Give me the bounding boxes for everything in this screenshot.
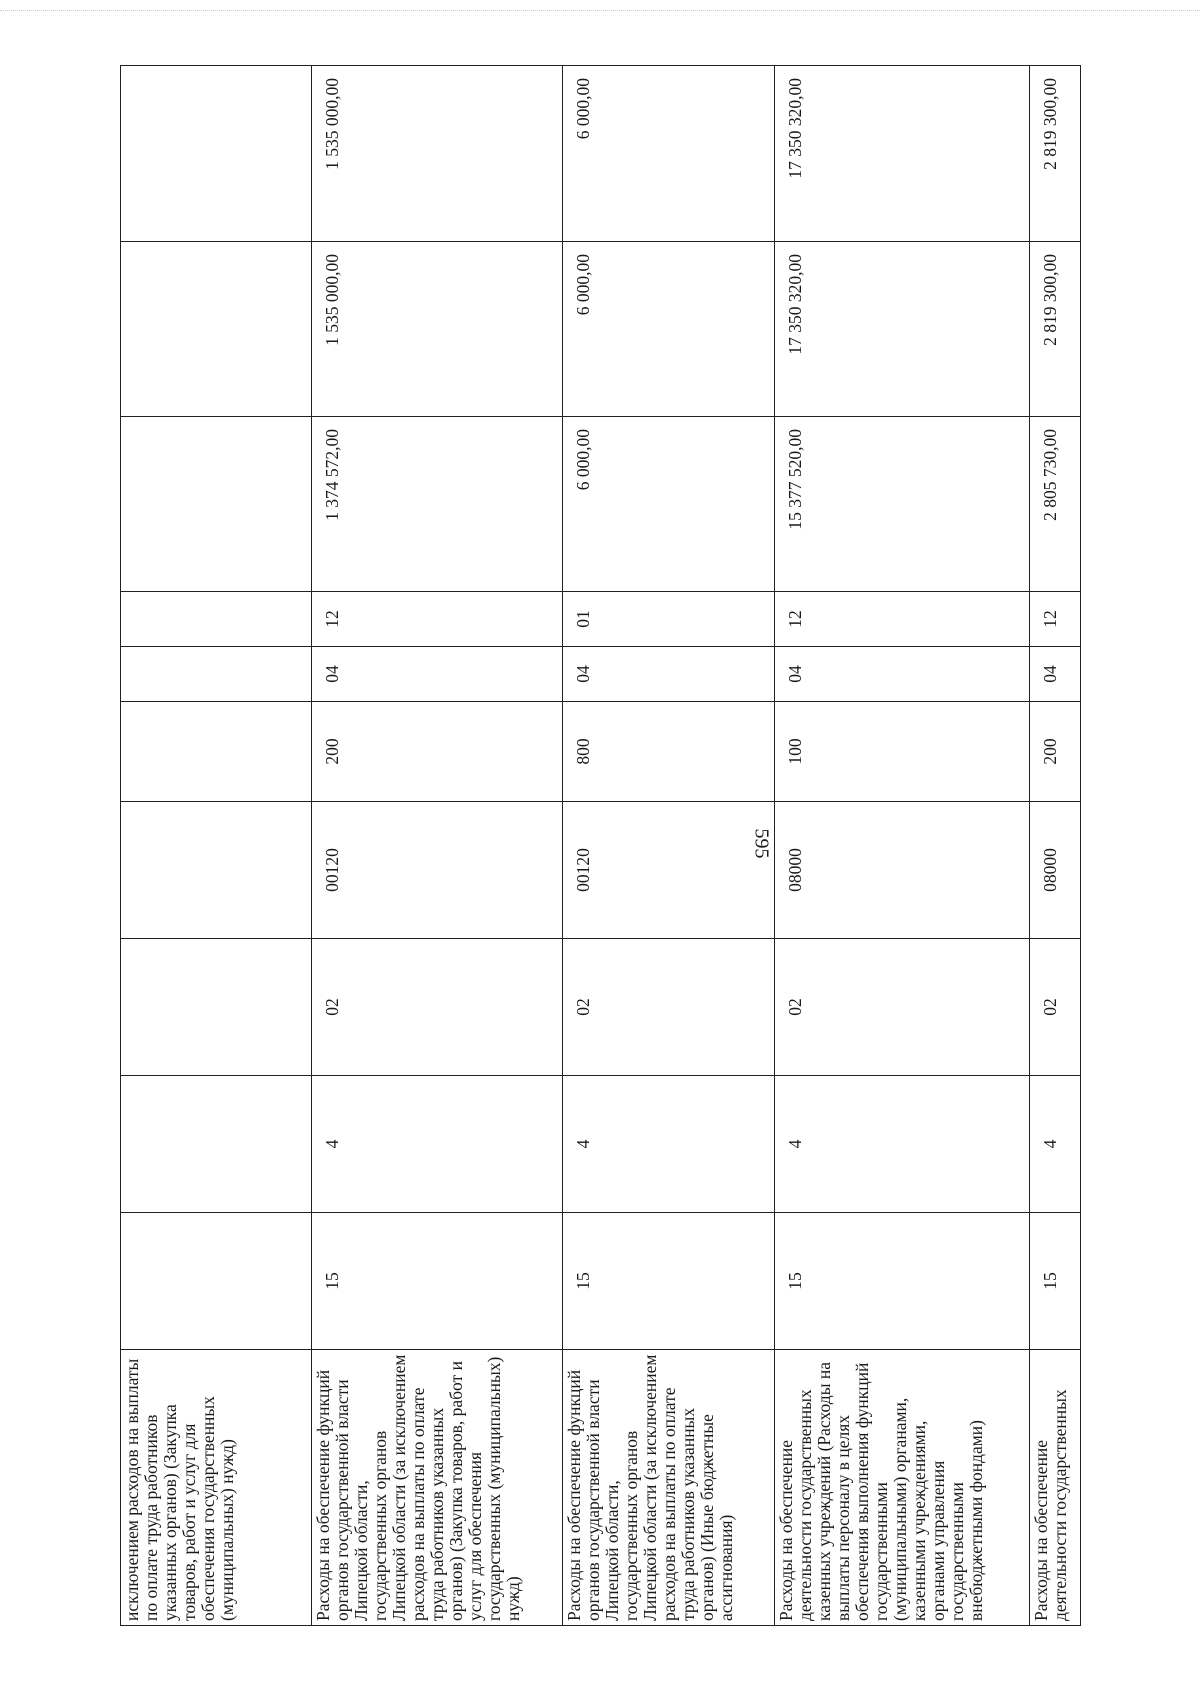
table-row	[775, 66, 1030, 1626]
code-cell: 100	[775, 702, 1030, 802]
table-row	[312, 66, 563, 1626]
code-cell	[121, 939, 312, 1076]
code-cell: 04	[1030, 647, 1081, 702]
row-description: Расходы на обеспечение деятельности государственных	[1030, 1350, 1081, 1626]
amount-cell: 1 535 000,00	[312, 242, 563, 417]
code-cell: 12	[312, 592, 563, 647]
amount-cell: 2 819 300,00	[1030, 242, 1081, 417]
code-cell: 00120	[563, 802, 775, 939]
amount-cell: 6 000,00	[563, 417, 775, 592]
amount-cell	[121, 417, 312, 592]
row-description: исключением расходов на выплаты по оплате труда работников указанных органов) (Закупка товаров, работ и услуг для обеспечения государственных (муниципальных) нужд)	[121, 1350, 312, 1626]
code-cell: 4	[312, 1076, 563, 1213]
code-cell: 15	[563, 1213, 775, 1350]
amount-cell: 6 000,00	[563, 242, 775, 417]
scan-edge	[0, 10, 1200, 11]
code-cell: 15	[775, 1213, 1030, 1350]
table-row	[563, 66, 775, 1626]
amount-cell: 17 350 320,00	[775, 66, 1030, 242]
page-number: 595	[750, 828, 773, 859]
amount-cell: 1 374 572,00	[312, 417, 563, 592]
code-cell: 200	[1030, 702, 1081, 802]
code-cell: 04	[775, 647, 1030, 702]
amount-cell: 6 000,00	[563, 66, 775, 242]
code-cell: 12	[1030, 592, 1081, 647]
table-row	[121, 66, 312, 1626]
code-cell	[121, 1213, 312, 1350]
code-cell	[121, 702, 312, 802]
code-cell: 01	[563, 592, 775, 647]
code-cell: 4	[563, 1076, 775, 1213]
row-description: Расходы на обеспечение функций органов государственной власти Липецкой области, государственных органов Липецкой области (за исключением расходов на выплаты по оплате труда работников указанных органов) (Иные бюджетные ассигнования)	[563, 1350, 775, 1626]
amount-cell	[121, 242, 312, 417]
amount-cell: 2 819 300,00	[1030, 66, 1081, 242]
table-row	[1030, 66, 1081, 1626]
row-description: Расходы на обеспечение деятельности государственных казенных учреждений (Расходы на выплаты персоналу в целях обеспечения выполнения функций государственными (муниципальными) органами, казенными учреждениями, органами управления государственными внебюджетными фондами)	[775, 1350, 1030, 1626]
code-cell	[121, 647, 312, 702]
amount-cell: 15 377 520,00	[775, 417, 1030, 592]
amount-cell	[121, 66, 312, 242]
code-cell	[121, 592, 312, 647]
code-cell: 800	[563, 702, 775, 802]
amount-cell: 1 535 000,00	[312, 66, 563, 242]
amount-cell: 17 350 320,00	[775, 242, 1030, 417]
code-cell: 15	[312, 1213, 563, 1350]
code-cell: 08000	[775, 802, 1030, 939]
rotated-table-container	[120, 66, 1080, 1626]
code-cell: 200	[312, 702, 563, 802]
amount-cell: 2 805 730,00	[1030, 417, 1081, 592]
code-cell	[121, 1076, 312, 1213]
code-cell: 04	[563, 647, 775, 702]
code-cell: 02	[563, 939, 775, 1076]
code-cell: 12	[775, 592, 1030, 647]
code-cell: 02	[1030, 939, 1081, 1076]
code-cell: 15	[1030, 1213, 1081, 1350]
code-cell: 00120	[312, 802, 563, 939]
code-cell: 02	[312, 939, 563, 1076]
code-cell: 08000	[1030, 802, 1081, 939]
code-cell	[121, 802, 312, 939]
budget-table	[120, 65, 1081, 1626]
code-cell: 4	[775, 1076, 1030, 1213]
row-description: Расходы на обеспечение функций органов государственной власти Липецкой области, государственных органов Липецкой области (за исключением расходов на выплаты по оплате труда работников указанных органов) (Закупка товаров, работ и услуг для обеспечения государственных (муниципальных) нужд)	[312, 1350, 563, 1626]
code-cell: 04	[312, 647, 563, 702]
code-cell: 4	[1030, 1076, 1081, 1213]
code-cell: 02	[775, 939, 1030, 1076]
